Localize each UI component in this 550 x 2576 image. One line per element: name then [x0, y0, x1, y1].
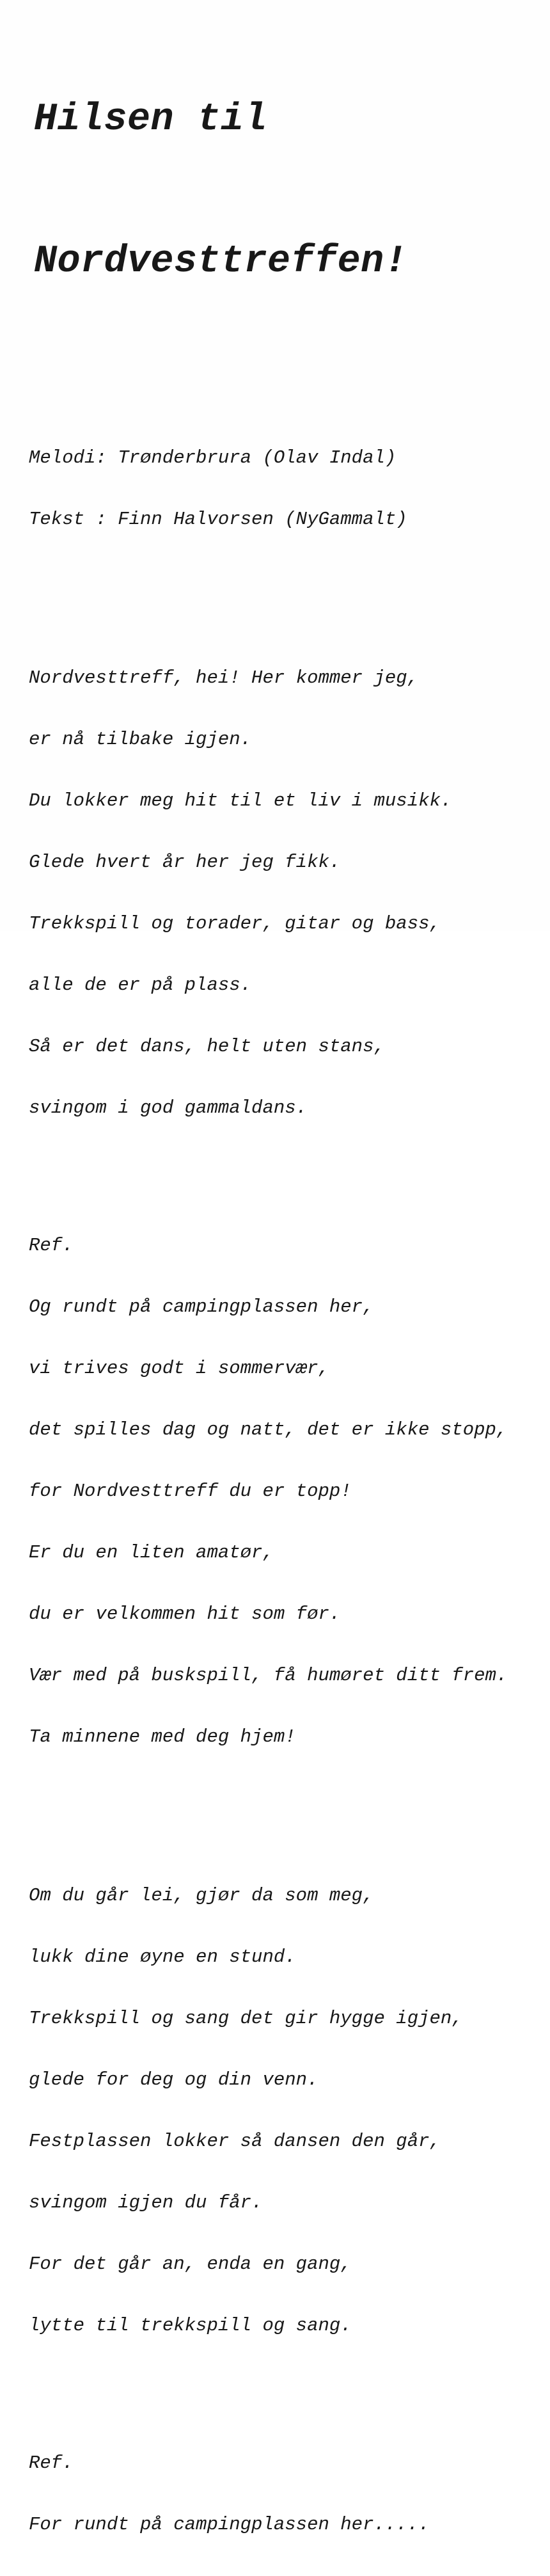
verse-line: Du lokker meg hit til et liv i musikk. [29, 790, 452, 811]
verse-line: Festplassen lokker så dansen den går, [29, 2131, 441, 2152]
refrain-line: Er du en liten amatør, [29, 1542, 274, 1563]
verse-line: Trekkspill og sang det gir hygge igjen, [29, 2008, 463, 2029]
song-title-line: Nordvesttreffen! [34, 240, 408, 283]
refrain-label: Ref. [29, 1235, 74, 1256]
refrain-line: Ta minnene med deg hjem! [29, 1726, 296, 1747]
verse-line: Så er det dans, helt uten stans, [29, 1036, 385, 1057]
refrain-line: Vær med på buskspill, få humøret ditt frem. [29, 1665, 508, 1686]
refrain-label: Ref. [29, 2453, 74, 2474]
verse-line: svingom i god gammaldans. [29, 1097, 308, 1118]
verse-line: glede for deg og din venn. [29, 2069, 318, 2090]
verse-line: Glede hvert år her jeg fikk. [29, 852, 341, 873]
credit-melody: Melodi: Trønderbrura (Olav Indal) [29, 447, 397, 468]
refrain-line: For rundt på campingplassen her..... [29, 2514, 430, 2535]
verse-line: svingom igjen du får. [29, 2192, 263, 2213]
verse-line: lytte til trekkspill og sang. [29, 2315, 352, 2336]
refrain-line: for Nordvesttreff du er topp! [29, 1481, 352, 1502]
song-title [34, 1, 550, 380]
credit-lyrics: Tekst : Finn Halvorsen (NyGammalt) [29, 509, 407, 530]
song-title-line: Hilsen til [34, 98, 268, 141]
verse-line: er nå tilbake igjen. [29, 729, 252, 750]
verse-line: Om du går lei, gjør da som meg, [29, 1885, 374, 1906]
verse-line: Nordvesttreff, hei! Her kommer jeg, [29, 667, 419, 688]
stanza-verse-1 [29, 627, 550, 1159]
stanza-refrain-1 [29, 1195, 550, 1788]
verse-line: alle de er på plass. [29, 974, 252, 996]
verse-line: For det går an, enda en gang, [29, 2254, 352, 2275]
refrain-line: vi trives godt i sommervær, [29, 1358, 329, 1379]
song-credits [29, 407, 550, 571]
stanza-refrain-2 [29, 2412, 550, 2576]
refrain-line: Og rundt på campingplassen her, [29, 1296, 374, 1317]
stanza-verse-2 [29, 1845, 550, 2377]
refrain-line: det spilles dag og natt, det er ikke stopp, [29, 1419, 508, 1440]
verse-line: lukk dine øyne en stund. [29, 1946, 296, 1968]
refrain-line: du er velkommen hit som før. [29, 1603, 341, 1625]
verse-line: Trekkspill og torader, gitar og bass, [29, 913, 441, 934]
